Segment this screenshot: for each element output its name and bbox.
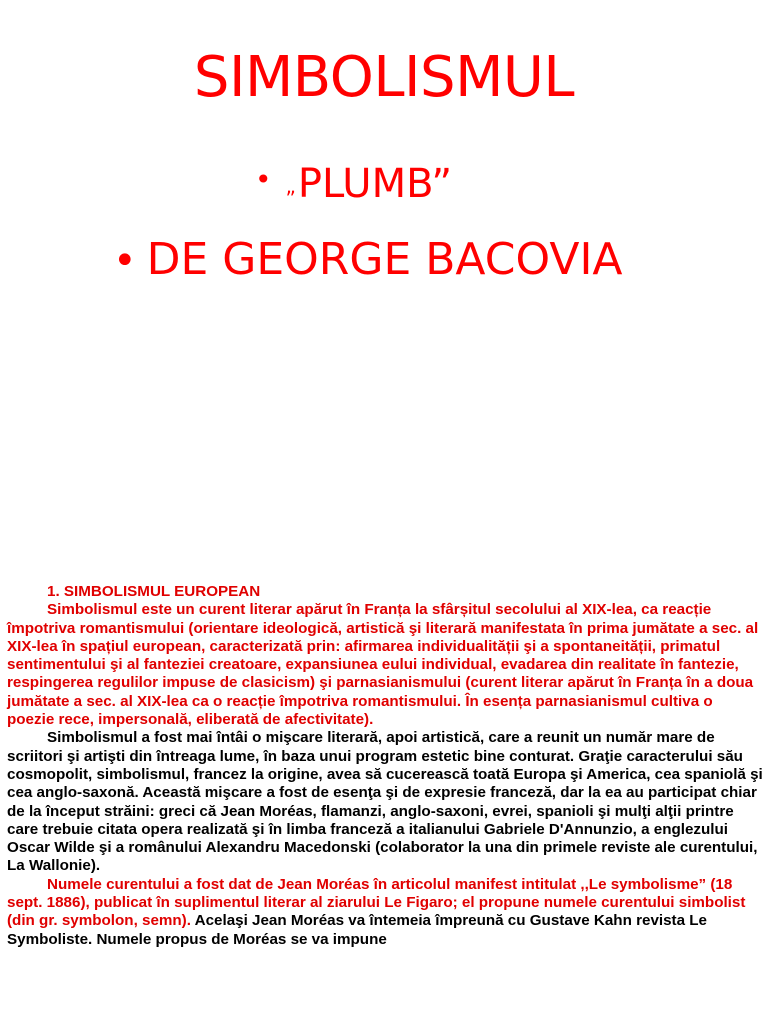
section-heading: 1. SIMBOLISMUL EUROPEAN <box>47 583 261 600</box>
paragraph-2: Simbolismul a fost mai întâi o mişcare literară, apoi artistică, care a reunit un număr mare de scriitori şi artişti din întreaga lume, în baza unui program estetic bine conturat. Graţie caracterului său cosmopolit, simbolismul, francez la origine, avea să cucerească toată Europa şi America, cea spaniolă şi cea anglo-saxonă. Această mişcare a fost de esenţa şi de expresie franceză, dar la ea au participat chiar de la început străini: greci că Jean Moréas, flamanzi, anglo-saxoni, evrei, spanioli şi mulţi alţii printre care trebuie citata opera realizată şi în limba franceză a italianului Gabriele D'Annunzio, a englezului Oscar Wilde şi a românului Alexandru Macedonski (colaborator la una din primele reviste ale curentului, La Wallonie). <box>7 729 763 875</box>
bullet-author-text: DE GEORGE BACOVIA <box>146 234 623 285</box>
paragraph-3-black: Acelaşi Jean Moréas va întemeia împreună cu Gustave Kahn revista Le Symboliste. Numele propus de Moréas se va impune <box>7 912 708 948</box>
opening-quote: „ <box>285 174 296 198</box>
bullet-plumb <box>255 150 452 216</box>
paragraph-3-red: Numele curentului a fost dat de Jean Moréas în articolul manifest intitulat ,,Le symbolisme” (18 sept. 1886), publicat în suplimentul literar al ziarului Le Figaro; el propune numele curentului simbolist (din gr. symbolon, semn). <box>7 875 746 930</box>
slide-title: SIMBOLISMUL <box>193 45 575 110</box>
bullet-dot-icon: • <box>255 163 272 196</box>
bullet-dot-icon: • <box>113 238 137 284</box>
body-text <box>7 583 763 949</box>
bullet-plumb-text: PLUMB” <box>297 161 453 207</box>
paragraph-3 <box>7 876 763 949</box>
paragraph-1: Simbolismul este un curent literar apărut în Franța la sfârșitul secolului al XIX-lea, ca reacție împotriva romantismului (orientare ideologică, artistică şi literară manifestata în prima jumătate a sec. al XIX-lea în spațiul european, caracterizată prin: afirmarea individualității şi a spontaneității, primatul sentimentului şi al fanteziei creatoare, expansiunea eului individual, evadarea din realitate în fantezie, respingerea regulilor impuse de clasicism) şi parnasianismului (curent literar apărut în Franța în a doua jumătate a sec. al XIX-lea ca o reacție împotriva romantismului. În esența parnasianismul cultiva o poezie rece, impersonală, eliberată de afectivitate). <box>7 601 759 729</box>
bullet-author <box>113 228 623 293</box>
